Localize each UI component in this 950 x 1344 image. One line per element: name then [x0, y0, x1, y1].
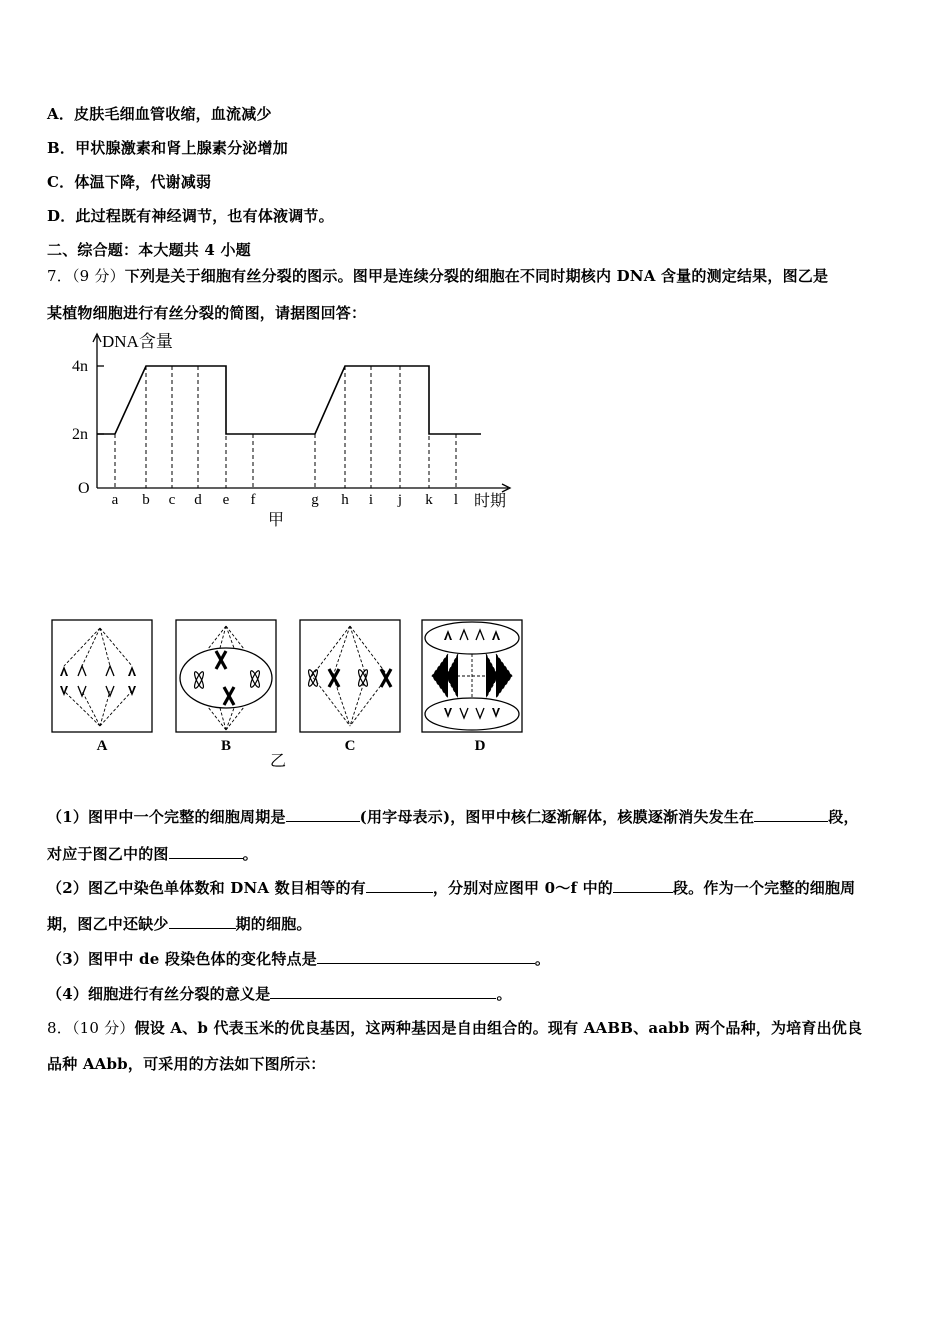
option-d-text: 此过程既有神经调节，也有体液调节。	[75, 207, 334, 225]
panel-d-top-nucleus	[425, 622, 519, 654]
q7-sub2-blank2[interactable]	[613, 878, 673, 893]
x-tick-d: d	[194, 492, 202, 508]
q7-sub4-a: （4）细胞进行有丝分裂的意义是	[47, 985, 271, 1003]
q8-number: 8．	[47, 1019, 72, 1037]
q7-stem-line2: 某植物细胞进行有丝分裂的简图，请据图回答：	[47, 304, 367, 322]
x-tick-l: l	[453, 492, 459, 508]
q7-sub2-b: ，分别对应图甲 0～f 中的	[432, 879, 613, 897]
q7-sub2-blank1[interactable]	[366, 878, 433, 893]
q7-sub1-e: 。	[242, 845, 258, 863]
panel-b-label: B	[220, 738, 232, 754]
q7-sub2-line2	[47, 913, 312, 934]
q8-points: （10 分）	[71, 1019, 135, 1037]
figure-yi	[48, 616, 528, 768]
q7-sub2-d: 期，图乙中还缺少	[47, 915, 169, 933]
q7-sub1-a: （1）图甲中一个完整的细胞周期是	[47, 808, 286, 826]
q7-sub3-blank[interactable]	[317, 949, 535, 964]
panel-b	[176, 620, 276, 732]
q7-sub3-b: 。	[534, 950, 551, 968]
x-axis-label: 时期	[474, 493, 507, 510]
q7-number: 7．	[47, 267, 72, 285]
q7-sub3-a: （3）图甲中 de 段染色体的变化特点是	[47, 950, 317, 968]
q8-stem-text1: 假设 A、b 代表玉米的优良基因，这两种基因是自由组合的。现有 AABB、aabb 两个品种，为培育出优良	[134, 1019, 863, 1037]
panel-c-label: C	[344, 738, 356, 754]
q7-sub4-blank[interactable]	[270, 984, 496, 999]
panel-a-spindle	[64, 628, 132, 726]
option-b-text: 甲状腺激素和肾上腺素分泌增加	[75, 139, 288, 157]
q7-sub1-blank1[interactable]	[286, 807, 360, 822]
x-tick-a: a	[111, 492, 119, 508]
q7-sub4	[47, 983, 512, 1004]
q7-sub2-a: （2）图乙中染色单体数和 DNA 数目相等的有	[47, 879, 366, 897]
figure-yi-caption: 乙	[269, 753, 287, 768]
x-tick-b: b	[142, 492, 150, 508]
dashed-lines	[115, 366, 456, 488]
q7-sub1-line2	[47, 843, 258, 864]
q7-sub1-b: (用字母表示)，图甲中核仁逐渐解体，核膜逐渐消失发生在	[359, 808, 755, 826]
q7-points: （9 分）	[71, 267, 125, 285]
option-a	[47, 103, 272, 124]
option-a-letter: A．	[47, 105, 75, 123]
x-tick-i: i	[368, 492, 374, 508]
q7-sub1-blank2[interactable]	[754, 807, 828, 822]
y-tick-2n: 2n	[72, 426, 88, 443]
q7-sub3	[47, 948, 550, 969]
panel-a-label: A	[96, 738, 108, 754]
q7-sub2-c: 段。作为一个完整的细胞周	[672, 879, 856, 897]
figure-jia	[60, 328, 530, 533]
q7-sub1-c: 段，	[828, 808, 859, 826]
panel-a	[52, 620, 152, 732]
option-c-letter: C．	[47, 173, 75, 191]
x-tick-f: f	[250, 492, 256, 508]
figure-jia-caption: 甲	[268, 512, 285, 529]
q7-sub1-blank3[interactable]	[169, 844, 243, 859]
option-d	[47, 205, 334, 226]
option-a-text: 皮肤毛细血管收缩，血流减少	[74, 105, 272, 123]
option-b	[47, 137, 288, 158]
dna-curve	[97, 366, 481, 434]
panel-c	[300, 620, 400, 732]
q7-sub2-blank3[interactable]	[169, 914, 236, 929]
q7-sub1-line1	[47, 806, 859, 827]
x-tick-k: k	[425, 492, 433, 508]
panel-d-bottom-nucleus	[425, 698, 519, 730]
origin-label: O	[78, 480, 90, 497]
y-axis-label: DNA含量	[102, 332, 173, 351]
q8-stem-line2: 品种 AAbb，可采用的方法如下图所示：	[47, 1055, 326, 1073]
q7-sub2-line1	[47, 877, 855, 898]
option-b-letter: B．	[47, 139, 76, 157]
x-tick-g: g	[311, 492, 319, 508]
x-tick-e: e	[222, 492, 230, 508]
q7-stem-text1: 下列是关于细胞有丝分裂的图示。图甲是连续分裂的细胞在不同时期核内 DNA 含量的测定结果，图乙是	[124, 267, 829, 285]
y-tick-4n: 4n	[72, 358, 88, 375]
panel-d	[422, 620, 522, 732]
panel-b-frame	[176, 620, 276, 732]
q7-stem-line1	[47, 265, 828, 286]
q7-sub1-d: 对应于图乙中的图	[47, 845, 169, 863]
q7-sub4-b: 。	[496, 985, 512, 1003]
option-c-text: 体温下降，代谢减弱	[74, 173, 212, 191]
option-c	[47, 171, 211, 192]
x-tick-h: h	[341, 492, 349, 508]
x-tick-j: j	[397, 492, 403, 508]
section-heading: 二、综合题：本大题共 4 小题	[47, 241, 251, 259]
q7-sub2-e: 期的细胞。	[235, 915, 312, 933]
q8-stem-line1	[47, 1017, 862, 1038]
x-tick-c: c	[168, 492, 176, 508]
panel-d-label: D	[474, 738, 486, 754]
option-d-letter: D．	[47, 207, 76, 225]
